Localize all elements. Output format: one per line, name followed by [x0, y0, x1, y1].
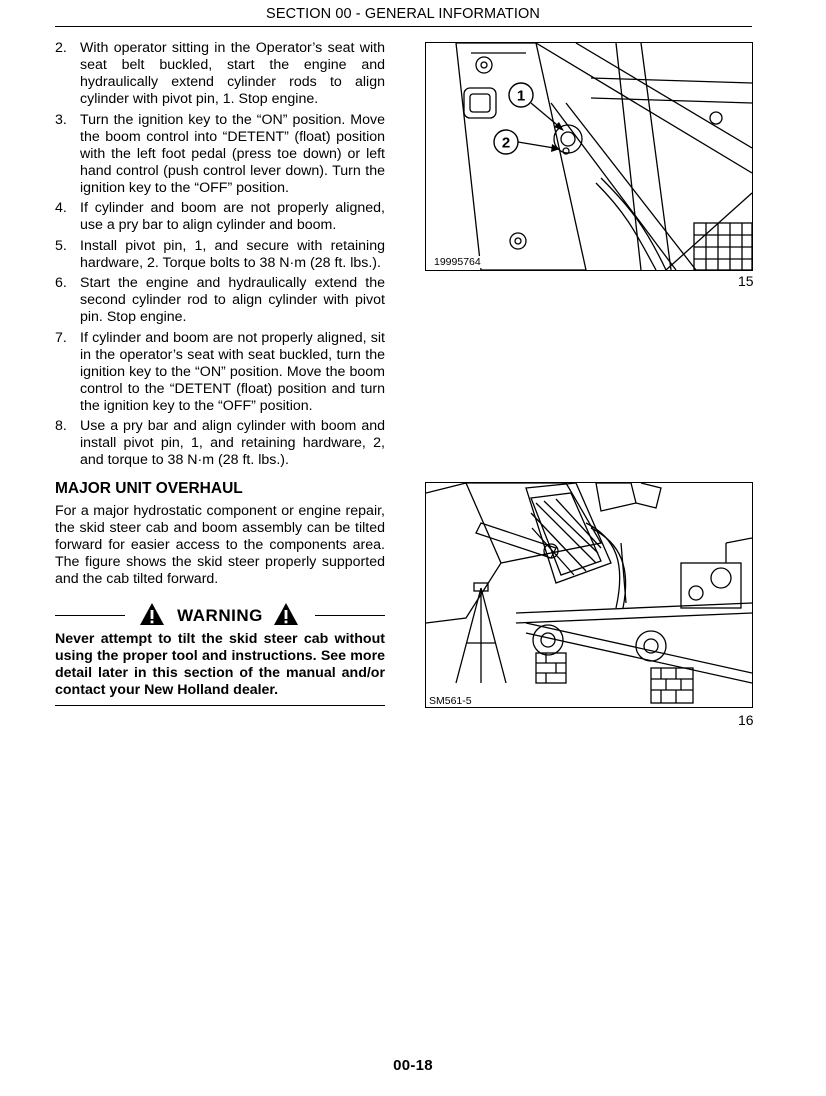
step-text: With operator sitting in the Operator’s seat with seat belt buckled, start the engine and hydraulically extend cylinder rods to align cylinder with pivot pin, 1. Stop engine.	[80, 40, 385, 107]
warning-triangle-icon	[273, 602, 299, 626]
step-number: 7.	[55, 329, 67, 346]
step-number: 8.	[55, 418, 67, 434]
figure-number: 15	[738, 273, 754, 289]
warning-label: WARNING	[177, 606, 263, 625]
list-item	[55, 418, 385, 469]
list-item	[55, 238, 385, 272]
list-item	[55, 200, 385, 234]
callout-2-label: 2	[501, 134, 511, 152]
cylinder-pivot-illustration	[426, 43, 752, 270]
figure-15-illustration	[425, 42, 753, 271]
callout-1-label: 1	[516, 87, 526, 105]
list-item	[55, 112, 385, 197]
list-item	[55, 330, 385, 415]
warning-rule-left	[55, 615, 125, 616]
step-text: If cylinder and boom are not properly aligned, sit in the operator’s seat with seat buckled, turn the ignition key to the “ON” position. Move the boom control to the “DETENT (float) position and turn the ignition key to the “OFF” position.	[80, 329, 385, 414]
figure-code: SM561-5	[429, 695, 472, 707]
step-number: 3.	[55, 111, 67, 128]
header-rule	[55, 26, 752, 27]
list-item	[55, 275, 385, 326]
overhaul-heading: MAJOR UNIT OVERHAUL	[55, 480, 243, 497]
warning-text: Never attempt to tilt the skid steer cab without using the proper tool and instructions. See more detail later in this section of the manual and/or contact your New Holland dealer.	[55, 631, 385, 698]
page-number: 00-18	[393, 1057, 433, 1074]
warning-rule-right	[315, 615, 385, 616]
list-item	[55, 40, 385, 108]
tilted-cab-illustration	[426, 483, 752, 707]
step-text: Turn the ignition key to the “ON” position. Move the boom control into “DETENT” (float) position with the left foot pedal (press toe down) or left hand control (push control lever down). Turn the ignition key to the “OFF” position.	[80, 111, 385, 196]
figure-code: 19995764	[434, 256, 481, 268]
warning-bottom-rule	[55, 705, 385, 706]
figure-16-illustration	[425, 482, 753, 708]
procedure-steps	[55, 40, 385, 473]
step-number: 4.	[55, 200, 67, 216]
step-text: Start the engine and hydraulically extend the second cylinder rod to align cylinder with pivot pin. Stop engine.	[80, 275, 385, 325]
step-number: 5.	[55, 237, 67, 254]
overhaul-paragraph: For a major hydrostatic component or engine repair, the skid steer cab and boom assembly can be tilted forward for easier access to the components area. The figure shows the skid steer properly supported and the cab tilted forward.	[55, 503, 385, 587]
step-text: If cylinder and boom are not properly aligned, use a pry bar to align cylinder and boom.	[80, 200, 385, 233]
figure-number: 16	[738, 712, 754, 728]
step-text: Install pivot pin, 1, and secure with retaining hardware, 2. Torque bolts to 38 N·m (28 ft. lbs.).	[80, 237, 385, 271]
section-header: SECTION 00 - GENERAL INFORMATION	[266, 6, 540, 22]
step-number: 2.	[55, 40, 67, 56]
warning-banner	[55, 602, 385, 628]
steps-list	[55, 40, 385, 469]
warning-triangle-icon	[139, 602, 165, 626]
step-text: Use a pry bar and align cylinder with boom and install pivot pin, 1, and retaining hardware, 2, and torque to 38 N·m (28 ft. lbs.).	[80, 418, 385, 468]
step-number: 6.	[55, 275, 67, 291]
